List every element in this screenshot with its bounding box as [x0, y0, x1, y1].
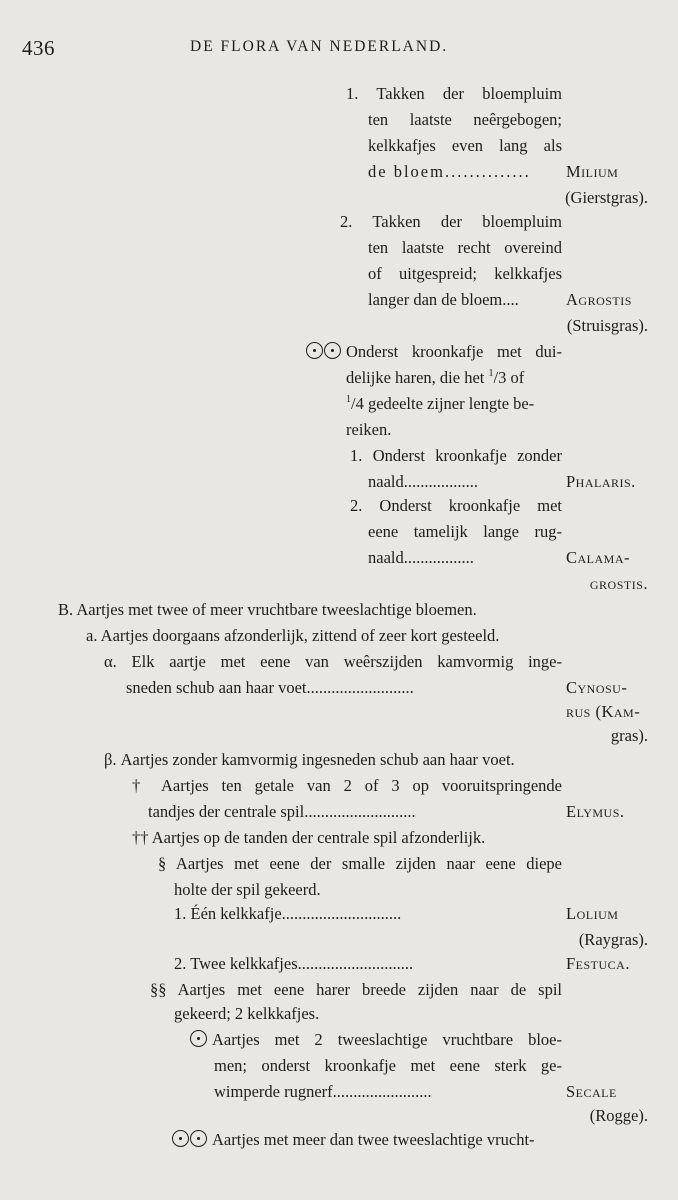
text-line: sneden schub aan haar voet.......................... [126, 678, 414, 697]
genus-name: Festuca. [566, 954, 630, 973]
page-number: 436 [22, 36, 55, 60]
text-line: §§ Aartjes met eene harer breede zijden naar de spil [150, 980, 562, 999]
genus-name-continued: grostis. [589, 574, 648, 593]
text-line: $^1$/4 gedeelte zijner lengte be- [346, 394, 535, 413]
common-name: (Rogge). [589, 1106, 648, 1125]
genus-name: Lolium [566, 904, 619, 923]
circle-dot-icon [324, 342, 341, 359]
text-line: de bloem.............. [368, 162, 531, 181]
text-line: Aartjes met 2 tweeslachtige vruchtbare bloe- [212, 1030, 562, 1049]
text-line: tandjes der centrale spil........................... [148, 802, 416, 821]
text-line: gekeerd; 2 kelkkafjes. [174, 1004, 320, 1023]
key-marker-double-circle [306, 342, 342, 362]
key-marker-double-circle [172, 1130, 208, 1150]
circle-dot-icon [190, 1130, 207, 1147]
genus-name-continued: rus (Kam- [566, 702, 641, 721]
genus-name: Secale [566, 1082, 617, 1101]
text-line: Aartjes met meer dan twee tweeslachtige vrucht- [212, 1130, 535, 1149]
text-line: men; onderst kroonkafje met eene sterk ge- [214, 1056, 562, 1075]
common-name: (Raygras). [578, 930, 648, 949]
genus-name: Elymus. [566, 802, 625, 821]
text-line: ten laatste neêrgebogen; [368, 110, 562, 129]
text-line: delijke haren, die het $^1$/3 of [346, 368, 525, 387]
genus-name: Milium [566, 162, 619, 181]
text-line: β. Aartjes zonder kamvormig ingesneden schub aan haar voet. [104, 750, 515, 769]
circle-dot-icon [306, 342, 323, 359]
text-line: B. Aartjes met twee of meer vruchtbare tweeslachtige bloemen. [58, 600, 477, 619]
genus-name: Agrostis [566, 290, 632, 309]
genus-name: Phalaris. [566, 472, 636, 491]
circle-dot-icon [172, 1130, 189, 1147]
text-line: langer dan de bloem.... [368, 290, 519, 309]
text-line: § Aartjes met eene der smalle zijden naar eene diepe [158, 854, 562, 873]
key-marker-circle [190, 1030, 208, 1050]
text-line: † Aartjes ten getale van 2 of 3 op vooruitspringende [132, 776, 562, 795]
text-line: †† Aartjes op de tanden der centrale spil afzonderlijk. [132, 828, 486, 847]
text-line: 2. Takken der bloempluim [340, 212, 562, 231]
genus-name: Calama- [566, 548, 630, 567]
running-title: DE FLORA VAN NEDERLAND. [190, 38, 449, 55]
common-name: (Gierstgras). [565, 188, 648, 207]
common-name: gras). [610, 726, 648, 745]
text-line: 1. Één kelkkafje............................. [174, 904, 402, 923]
text-line: reiken. [346, 420, 392, 439]
text-line: 1. Takken der bloempluim [346, 84, 562, 103]
text-line: 2. Onderst kroonkafje met [350, 496, 562, 515]
text-line: kelkkafjes even lang als [368, 136, 562, 155]
text-line: 2. Twee kelkkafjes............................ [174, 954, 414, 973]
circle-dot-icon [190, 1030, 207, 1047]
text-line: holte der spil gekeerd. [174, 880, 321, 899]
text-line: Onderst kroonkafje met dui- [346, 342, 562, 361]
text-line: a. Aartjes doorgaans afzonderlijk, zittend of zeer kort gesteeld. [86, 626, 500, 645]
text-line: naald................. [368, 548, 474, 567]
text-line: wimperde rugnerf........................ [214, 1082, 432, 1101]
text-line: of uitgespreid; kelkkafjes [368, 264, 562, 283]
text-line: 1. Onderst kroonkafje zonder [350, 446, 562, 465]
text-line: eene tamelijk lange rug- [368, 522, 562, 541]
text-line: naald.................. [368, 472, 478, 491]
genus-name: Cynosu- [566, 678, 628, 697]
text-line: α. Elk aartje met eene van weêrszijden kamvormig inge- [104, 652, 562, 671]
text-line: ten laatste recht overeind [368, 238, 562, 257]
common-name: (Struisgras). [566, 316, 648, 335]
